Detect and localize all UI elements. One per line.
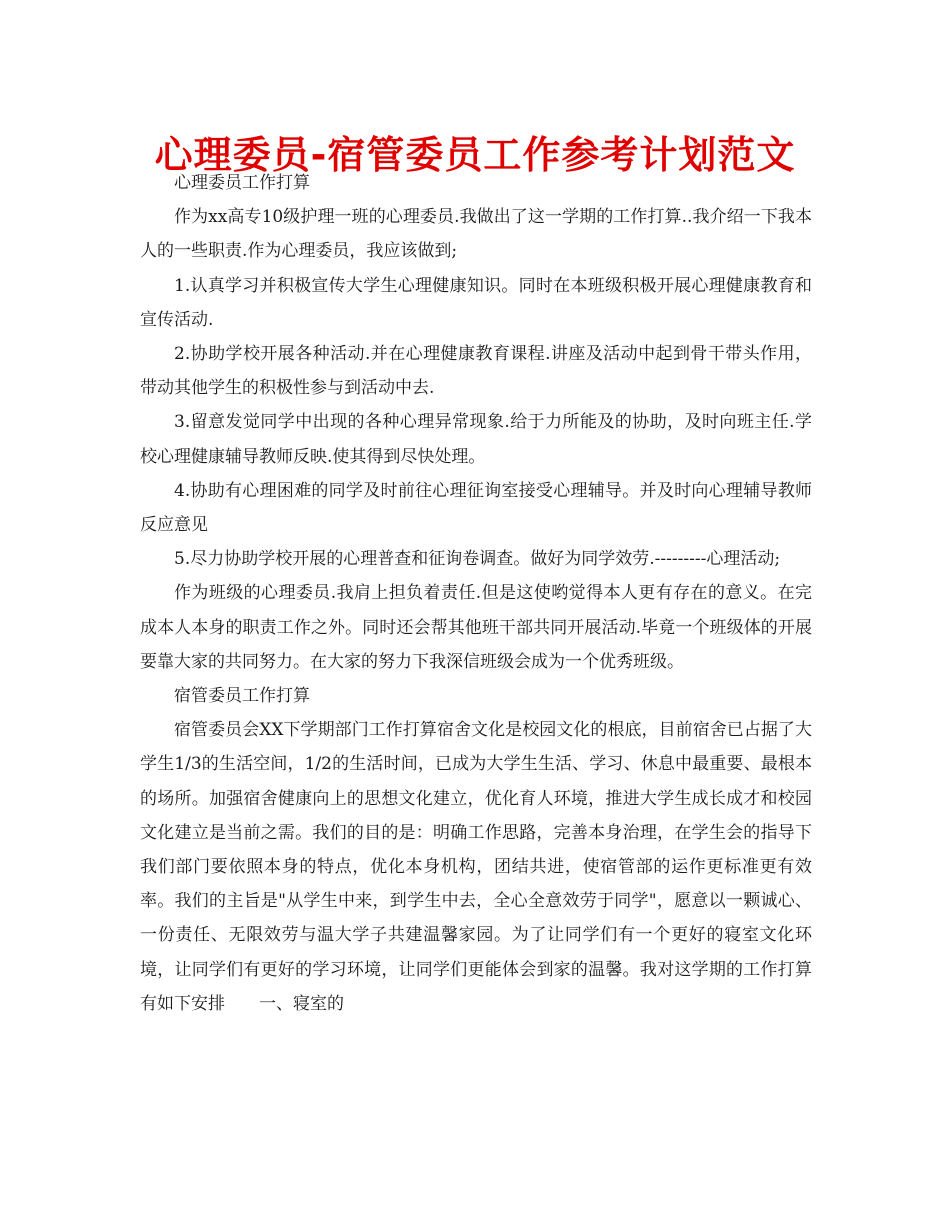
paragraph: 作为xx高专10级护理一班的心理委员.我做出了这一学期的工作打算..我介绍一下我本人的一些职责.作为心理委员，我应该做到; [140, 207, 812, 262]
section-heading-psych: 心理委员工作打算 [174, 173, 310, 193]
list-item: 5.尽力协助学校开展的心理普查和征询卷调查。做好为同学效劳.---------心理活动; [174, 549, 781, 570]
list-item: 1.认真学习并积极宣传大学生心理健康知识。同时在本班级积极开展心理健康教育和宣传活动. [140, 275, 812, 330]
section-heading-dorm: 宿管委员工作打算 [174, 686, 310, 707]
document-title: 心理委员-宿管委员工作参考计划范文 [154, 133, 796, 177]
list-item: 3.留意发觉同学中出现的各种心理异常现象.给于力所能及的协助，及时向班主任.学校心理健康辅导教师反映.使其得到尽快处理。 [140, 412, 812, 467]
list-item: 4.协助有心理困难的同学及时前往心理征询室接受心理辅导。并及时向心理辅导教师反应意见 [140, 480, 812, 536]
paragraph: 宿管委员会XX下学期部门工作打算宿舍文化是校园文化的根底，目前宿舍已占据了大学生1/3的生活空间，1/2的生活时间，已成为大学生生活、学习、休息中最重要、最根本的场所。加强宿舍健康向上的思想文化建立，优化育人环境，推进大学生成长成才和校园文化建立是当前之需。我们的目的是：明确工作思路，完善本身治理，在学生会的指导下我们部门要依照本身的特点，优化本身机构，团结共进，使宿管部的运作更标准更有效率。我们的主旨是"从学生中来，到学生中去，全心全意效劳于同学"，愿意以一颗诚心、一份责任、无限效劳与温大学子共建温馨家园。为了让同学们有一个更好的寝室文化环境，让同学们有更好的学习环境，让同学们更能体会到家的温馨。我对这学期的工作打算有如下安排 一、寝室的 [140, 720, 812, 1014]
paragraph: 作为班级的心理委员.我肩上担负着责任.但是这使哟觉得本人更有存在的意义。在完成本人本身的职责工作之外。同时还会帮其他班干部共同开展活动.毕竟一个班级体的开展要靠大家的共同努力。在大家的努力下我深信班级会成为一个优秀班级。 [140, 583, 812, 672]
list-item: 2.协助学校开展各种活动.并在心理健康教育课程.讲座及活动中起到骨干带头作用，带动其他学生的积极性参与到活动中去. [140, 344, 812, 399]
document-body [140, 166, 812, 1021]
